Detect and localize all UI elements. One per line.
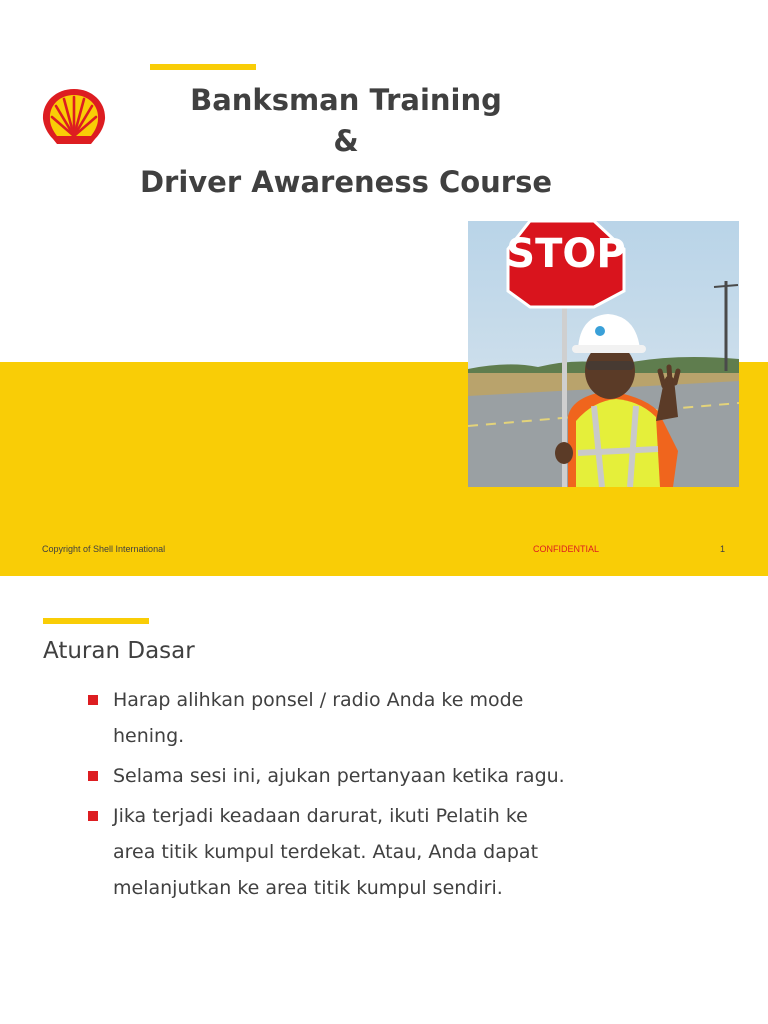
rules-slide [0, 576, 768, 1024]
page-number: 1 [720, 544, 726, 554]
title-line: Banksman Training [190, 83, 502, 117]
confidential-label: CONFIDENTIAL [533, 544, 600, 554]
list-item-text: Harap alihkan ponsel / radio Anda ke mode hening. [113, 689, 524, 747]
title-line: & [333, 124, 359, 158]
bullet-square-icon [88, 695, 98, 705]
copyright-text: Copyright of Shell International [42, 544, 166, 554]
list-item [88, 682, 568, 754]
list-item [88, 758, 568, 794]
rules-list [88, 682, 568, 910]
slide-title [80, 80, 612, 203]
stop-sign-text: STOP [506, 231, 626, 277]
accent-bar [150, 64, 256, 70]
flagger-photo [468, 221, 739, 487]
list-item [88, 798, 568, 906]
bullet-square-icon [88, 811, 98, 821]
accent-bar [43, 618, 149, 624]
list-item-text: Selama sesi ini, ajukan pertanyaan ketika ragu. [113, 765, 565, 787]
bullet-square-icon [88, 771, 98, 781]
slide-heading: Aturan Dasar [43, 638, 195, 664]
list-item-text: Jika terjadi keadaan darurat, ikuti Pelatih ke area titik kumpul terdekat. Atau, Anda dapat melanjutkan ke area titik kumpul sendiri. [113, 805, 539, 899]
title-line: Driver Awareness Course [139, 165, 553, 199]
